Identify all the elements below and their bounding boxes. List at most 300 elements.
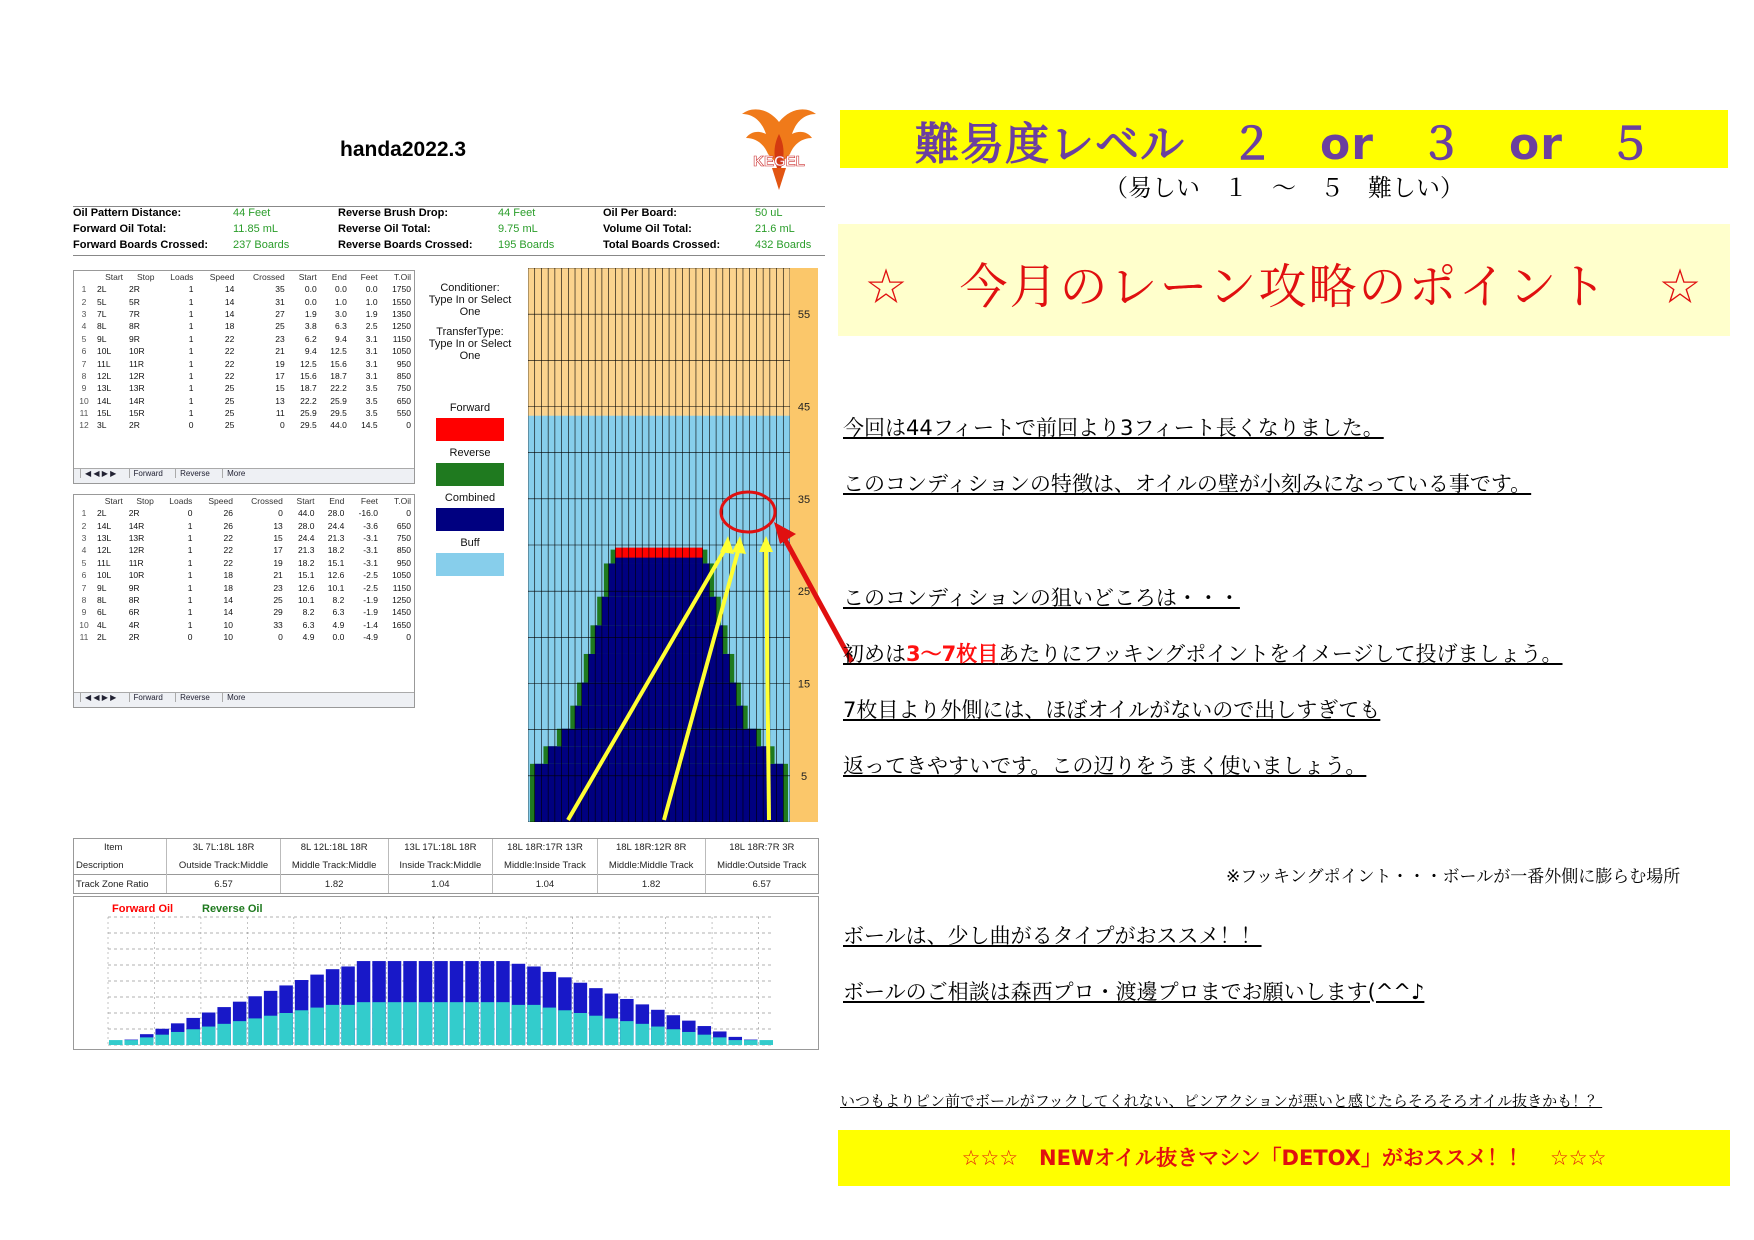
conditioner-select[interactable]: Type In or Select One	[428, 294, 512, 318]
column-header: Crossed	[253, 272, 285, 282]
detox-text: ☆☆☆ NEWオイル抜きマシン「DETOX」がおススメ！！ ☆☆☆	[961, 1146, 1607, 1170]
chart-bars	[109, 961, 773, 1045]
column-header: Stop	[136, 496, 154, 506]
reverse-oil-bar	[171, 1032, 184, 1045]
column-header: T.Oil	[394, 272, 411, 282]
table-cell: 650	[396, 520, 411, 531]
table-cell: 12.5	[300, 358, 317, 369]
legend-reverse-label: Reverse	[449, 447, 491, 459]
table-cell: 1.9	[365, 308, 378, 319]
table-cell: 12R	[128, 545, 145, 556]
table-cell: 3	[81, 532, 87, 543]
reverse-oil-bar	[682, 1032, 695, 1045]
table-cell: 21	[273, 570, 283, 581]
reverse-oil-bar	[357, 1002, 370, 1045]
summary-value: 11.85 mL	[233, 223, 279, 235]
tab-more[interactable]: More	[222, 693, 249, 702]
conditioner-label: Conditioner:	[440, 282, 500, 294]
table-cell: 0	[188, 420, 194, 431]
reverse-oil-bar	[465, 1002, 478, 1045]
reverse-oil-bar	[233, 1021, 246, 1045]
table-cell: 6	[81, 570, 87, 581]
table-cell: 2R	[128, 632, 140, 643]
table-cell: 21	[275, 346, 285, 357]
table-cell: 2R	[129, 284, 140, 295]
table-cell: 13	[275, 395, 285, 406]
column-header: Start	[298, 272, 317, 282]
table-cell: 22	[224, 333, 235, 344]
table-cell: 2	[81, 520, 87, 531]
tab-reverse[interactable]: Reverse	[175, 693, 214, 702]
table-row	[74, 569, 414, 581]
table-cell: 3.1	[365, 370, 378, 381]
table-cell: 22	[223, 557, 233, 568]
summary-label: Oil Per Board:	[603, 207, 677, 219]
table-cell: 1250	[392, 321, 411, 332]
reverse-oil-sheet	[73, 494, 415, 708]
table-cell: 4.9	[332, 619, 345, 630]
table-cell: 9R	[128, 582, 140, 593]
table-cell: 1	[187, 594, 193, 605]
summary-value: 44 Feet	[498, 207, 536, 219]
axis-tick-label: 25	[797, 586, 811, 599]
table-cell: 1	[188, 346, 194, 357]
reverse-oil-bar	[729, 1040, 742, 1045]
table-cell: 12.6	[327, 570, 345, 581]
table-cell: 18.7	[330, 370, 347, 381]
table-cell: 12.6	[297, 582, 315, 593]
combined-oil-step	[609, 563, 710, 596]
summary-value: 21.6 mL	[755, 223, 795, 235]
table-cell: 8L	[97, 321, 107, 332]
column-header: Feet	[360, 496, 378, 506]
table-cell: -2.5	[363, 570, 378, 581]
target-boards: 3～7枚目	[906, 642, 999, 666]
table-cell: 11L	[97, 557, 111, 568]
table-cell: -4.9	[363, 632, 378, 643]
table-cell: -3.1	[363, 557, 378, 568]
table-cell: -3.1	[363, 532, 378, 543]
table-cell: -16.0	[358, 508, 378, 519]
table-cell: 9L	[97, 582, 107, 593]
summary-label: Forward Boards Crossed:	[73, 239, 209, 251]
axis-tick-label: 35	[797, 493, 811, 506]
note-line: 7枚目より外側には、ほぼオイルがないので出しすぎても	[843, 698, 1381, 722]
table-cell: 10R	[128, 570, 145, 581]
reverse-oil-bar	[450, 1002, 463, 1045]
table-cell: 9R	[129, 333, 140, 344]
table-cell: 0	[406, 508, 411, 519]
zone-item-cell: 3L 7L:18L 18R	[167, 839, 281, 856]
table-cell: 1.0	[335, 296, 347, 307]
table-cell: 950	[396, 358, 411, 369]
axis-tick-label: 55	[797, 309, 811, 322]
reverse-oil-bar	[434, 1002, 447, 1045]
reverse-oil-bar	[388, 1002, 401, 1045]
table-cell: 5	[81, 333, 87, 344]
table-cell: 22	[224, 346, 235, 357]
table-cell: 3.1	[365, 346, 378, 357]
column-header: End	[329, 496, 345, 506]
summary-value: 9.75 mL	[498, 223, 538, 235]
table-cell: 1450	[392, 607, 411, 618]
note-line: このコンディションの狙いどころは・・・	[843, 586, 1240, 610]
zone-item-cell: 18L 18R:12R 8R	[597, 839, 705, 856]
table-cell: 26	[223, 508, 233, 519]
table-cell: 1250	[392, 594, 411, 605]
column-header: T.Oil	[394, 496, 411, 506]
table-cell: 11	[79, 632, 89, 643]
tab-reverse[interactable]: Reverse	[175, 469, 214, 478]
table-cell: 1	[81, 508, 87, 519]
forward-sheet-tabs	[74, 468, 414, 483]
forward-oil-sheet	[73, 270, 415, 484]
zone-item-cell: 18L 18R:17R 13R	[493, 839, 598, 856]
zone-ratio-label: Track Zone Ratio	[74, 875, 167, 893]
table-cell: -1.9	[363, 594, 378, 605]
table-cell: 25	[224, 383, 235, 394]
table-cell: 1.9	[304, 308, 317, 319]
zone-desc-label: Description	[76, 859, 124, 871]
table-cell: 14	[224, 308, 235, 319]
table-cell: 15.1	[327, 557, 345, 568]
table-cell: 1	[188, 296, 194, 307]
oil-removal-note: いつもよりピン前でボールがフックしてくれない、ピンアクションが悪いと感じたらそろそろオイル抜きかも！？	[840, 1092, 1603, 1110]
table-cell: 21.3	[297, 545, 315, 556]
tab-more[interactable]: More	[222, 469, 249, 478]
table-cell: 22	[224, 358, 235, 369]
summary-label: Oil Pattern Distance:	[73, 207, 182, 219]
table-cell: 14	[223, 594, 233, 605]
table-cell: 6.2	[304, 333, 317, 344]
table-row	[74, 308, 414, 320]
reverse-oil-bar	[698, 1035, 711, 1045]
reverse-oil-bar	[372, 1002, 385, 1045]
table-cell: 10L	[97, 570, 112, 581]
note-line: ボールのご相談は森西プロ・渡邊プロまでお願いします(^^♪	[843, 980, 1425, 1004]
table-cell: 17	[273, 545, 283, 556]
table-cell: 8R	[128, 594, 140, 605]
table-cell: 25	[273, 594, 283, 605]
table-cell: 12L	[97, 545, 112, 556]
forward-table	[74, 271, 414, 432]
red-arrowhead-icon	[774, 522, 796, 544]
table-cell: 11R	[128, 557, 144, 568]
tab-forward[interactable]: Forward	[129, 693, 167, 702]
combined-oil-step	[582, 683, 737, 706]
table-cell: 11R	[129, 358, 144, 369]
table-cell: 12R	[129, 370, 145, 381]
table-cell: 4R	[128, 619, 140, 630]
axis-tick-label: 45	[797, 401, 811, 414]
note-line: ボールは、少し曲がるタイプがおススメ！！	[843, 924, 1262, 948]
table-cell: 18	[224, 321, 235, 332]
zone-desc-cell: Middle:Middle Track	[597, 856, 705, 874]
table-row	[74, 283, 414, 295]
table-cell: 25	[224, 408, 235, 419]
table-cell: 1	[81, 284, 87, 295]
logo-text: KEGEL	[753, 153, 805, 170]
reverse-oil-bar	[574, 1013, 587, 1045]
table-cell: 9.4	[304, 346, 317, 357]
table-cell: 1150	[392, 582, 411, 593]
table-cell: 18.2	[297, 557, 315, 568]
table-cell: 10R	[129, 346, 145, 357]
table-cell: 13	[273, 520, 283, 531]
table-cell: 1	[187, 532, 193, 543]
table-row	[74, 594, 414, 606]
reverse-oil-bar	[202, 1027, 215, 1045]
column-header	[74, 271, 94, 283]
table-cell: 0.0	[365, 284, 378, 295]
column-header: Feet	[360, 272, 378, 282]
zone-desc-cell: Inside Track:Middle	[388, 856, 493, 874]
table-cell: 6.3	[335, 321, 347, 332]
table-cell: 10	[79, 395, 89, 406]
table-row	[74, 581, 414, 593]
table-cell: 5R	[129, 296, 140, 307]
column-header: Speed	[208, 496, 233, 506]
table-cell: 15.1	[297, 570, 315, 581]
forward-oil-cap	[615, 548, 702, 558]
table-cell: 2L	[97, 632, 107, 643]
table-cell: 8R	[129, 321, 140, 332]
pattern-title: handa2022.3	[340, 138, 467, 161]
zone-ratio-cell: 1.04	[493, 875, 598, 893]
zone-ratio-cell: 6.57	[705, 875, 818, 893]
table-cell: 7	[81, 358, 87, 369]
column-header: Start	[105, 272, 124, 282]
note-line: 今回は44フィートで前回より3フィート長くなりました。	[843, 416, 1384, 440]
transfer-select[interactable]: Type In or Select One	[428, 338, 512, 362]
table-cell: 1	[188, 383, 194, 394]
table-cell: 1	[187, 619, 193, 630]
table-cell: 0.0	[335, 284, 347, 295]
tab-forward[interactable]: Forward	[129, 469, 167, 478]
table-row	[74, 544, 414, 556]
table-cell: 3	[81, 308, 87, 319]
table-row	[74, 295, 414, 307]
column-header: Stop	[136, 272, 155, 282]
table-cell: 2R	[129, 420, 140, 431]
table-cell: 6.3	[302, 619, 315, 630]
column-header: Loads	[169, 496, 193, 506]
red-arrow-line	[782, 534, 852, 662]
table-cell: 5	[81, 557, 87, 568]
table-cell: 0	[278, 508, 283, 519]
reverse-oil-bar	[295, 1010, 308, 1045]
table-cell: 6.3	[332, 607, 345, 618]
table-cell: 22	[223, 532, 233, 543]
table-cell: 1550	[392, 296, 411, 307]
table-cell: -2.5	[363, 582, 378, 593]
table-cell: 4	[81, 321, 87, 332]
table-cell: 14R	[128, 520, 145, 531]
table-cell: 3.0	[335, 308, 347, 319]
table-cell: 29.5	[330, 408, 347, 419]
table-cell: 0	[278, 632, 283, 643]
table-cell: 35	[275, 284, 285, 295]
table-cell: 2.5	[365, 321, 378, 332]
table-cell: 0	[406, 632, 411, 643]
column-header: Start	[104, 496, 123, 506]
legend-buff-swatch	[436, 553, 504, 576]
table-cell: 22.2	[300, 395, 317, 406]
table-cell: 18	[223, 570, 233, 581]
table-cell: 650	[396, 395, 411, 406]
table-cell: -1.9	[363, 607, 378, 618]
table-cell: 7R	[129, 308, 140, 319]
table-cell: 25	[275, 321, 285, 332]
legend-forward-oil: Forward Oil	[112, 903, 174, 915]
legend-reverse-swatch	[436, 463, 504, 486]
table-row	[74, 345, 414, 357]
table-cell: -3.1	[363, 545, 378, 556]
transfer-label: TransferType:	[436, 326, 504, 338]
table-cell: 9	[81, 383, 87, 394]
table-cell: 2L	[97, 508, 107, 519]
table-cell: 2L	[97, 284, 107, 295]
reverse-oil-bar	[419, 1002, 432, 1045]
table-cell: 1	[188, 408, 194, 419]
table-cell: 8	[81, 370, 87, 381]
table-cell: 25	[224, 395, 235, 406]
table-cell: 1650	[392, 619, 411, 630]
table-row	[74, 382, 414, 394]
table-cell: 14	[223, 607, 233, 618]
column-header: Crossed	[251, 496, 283, 506]
hook-point-footnote: ※フッキングポイント・・・ボールが一番外側に膨らむ場所	[1226, 867, 1681, 887]
zone-item-cell: 18L 18R:7R 3R	[705, 839, 818, 856]
summary-row	[73, 223, 825, 239]
table-cell: 8.2	[332, 594, 345, 605]
summary-value: 432 Boards	[755, 239, 812, 251]
sheet-nav-icon[interactable]: ◀ ◀ ▶ ▶	[80, 693, 120, 702]
table-row	[74, 631, 414, 643]
table-cell: 1	[188, 321, 194, 332]
zone-item-cell: 13L 17L:18L 18R	[388, 839, 493, 856]
table-cell: 14.5	[361, 420, 378, 431]
table-cell: 6	[81, 346, 87, 357]
table-cell: 3.5	[365, 383, 378, 394]
reverse-oil-bar	[667, 1029, 680, 1045]
table-cell: 750	[396, 383, 411, 394]
summary-label: Total Boards Crossed:	[603, 239, 721, 251]
table-cell: 1	[188, 358, 194, 369]
table-cell: 27	[275, 308, 285, 319]
table-cell: 750	[396, 532, 411, 543]
table-row	[74, 357, 414, 369]
table-cell: 44.0	[330, 420, 347, 431]
table-cell: 4.9	[302, 632, 315, 643]
table-cell: 1	[188, 395, 194, 406]
table-cell: 10	[79, 619, 89, 630]
sheet-nav-icon[interactable]: ◀ ◀ ▶ ▶	[80, 469, 120, 478]
table-cell: 15	[275, 383, 285, 394]
note-line-target	[843, 638, 1563, 668]
reverse-oil-bar	[527, 1005, 540, 1045]
table-cell: 31	[275, 296, 285, 307]
table-cell: 15R	[129, 408, 145, 419]
table-cell: 14	[224, 296, 235, 307]
summary-label: Reverse Oil Total:	[338, 223, 431, 235]
summary-label: Reverse Boards Crossed:	[338, 239, 473, 251]
table-cell: 1	[187, 582, 193, 593]
table-cell: 13R	[128, 532, 145, 543]
reverse-oil-bar	[589, 1016, 602, 1045]
table-cell: 44.0	[297, 508, 315, 519]
reverse-oil-bar	[543, 1008, 556, 1045]
table-cell: 0.0	[304, 284, 317, 295]
table-cell: 14	[224, 284, 235, 295]
reverse-oil-bar	[124, 1040, 137, 1045]
table-cell: 15.6	[300, 370, 317, 381]
table-cell: 0	[187, 508, 193, 519]
reverse-oil-bar	[605, 1018, 618, 1045]
reverse-oil-bar	[248, 1018, 261, 1045]
table-row	[74, 395, 414, 407]
table-cell: 0	[187, 632, 193, 643]
table-row	[74, 407, 414, 419]
table-cell: 3.1	[365, 358, 378, 369]
summary-value: 237 Boards	[233, 239, 290, 251]
table-cell: 10.1	[297, 594, 315, 605]
table-cell: 4L	[97, 619, 107, 630]
table-cell: 12L	[97, 370, 112, 381]
table-cell: 12	[79, 420, 89, 431]
table-cell: 1050	[392, 346, 411, 357]
reverse-oil-bar	[140, 1037, 153, 1045]
table-cell: 0.0	[304, 296, 317, 307]
summary-label: Reverse Brush Drop:	[338, 207, 449, 219]
table-row	[74, 333, 414, 345]
difficulty-scale: （易しい １ ～ ５ 難しい）	[1104, 174, 1464, 202]
table-row	[74, 370, 414, 382]
table-cell: 8L	[97, 594, 107, 605]
point-title: ☆ 今月のレーン攻略のポイント ☆	[864, 259, 1704, 315]
reverse-oil-bar	[636, 1024, 649, 1045]
table-cell: 1350	[392, 308, 411, 319]
zone-ratio-cell: 1.82	[280, 875, 388, 893]
table-cell: 22	[223, 545, 233, 556]
reverse-oil-bar	[109, 1040, 122, 1045]
table-cell: 2	[81, 296, 87, 307]
combined-oil-step	[575, 706, 743, 729]
reverse-oil-bar	[279, 1013, 292, 1045]
table-cell: 8.2	[302, 607, 315, 618]
table-cell: 21.3	[327, 532, 345, 543]
table-cell: 1.0	[365, 296, 378, 307]
table-cell: 14L	[97, 395, 112, 406]
table-cell: 14R	[129, 395, 145, 406]
table-cell: -1.4	[363, 619, 378, 630]
track-zone-grid	[74, 839, 818, 893]
table-row	[74, 320, 414, 332]
table-cell: 1	[187, 607, 193, 618]
table-cell: 0	[406, 420, 411, 431]
table-cell: 3.5	[365, 408, 378, 419]
column-header	[74, 495, 94, 507]
table-cell: 10	[223, 619, 233, 630]
zone-item-label: Item	[104, 842, 123, 854]
oil-volume-chart	[73, 896, 819, 1050]
table-cell: 18.2	[327, 545, 345, 556]
table-cell: 25.9	[330, 395, 347, 406]
column-header: Speed	[209, 272, 235, 282]
table-cell: 23	[275, 333, 285, 344]
reverse-oil-bar	[481, 1002, 494, 1045]
track-zone-table	[73, 838, 819, 894]
